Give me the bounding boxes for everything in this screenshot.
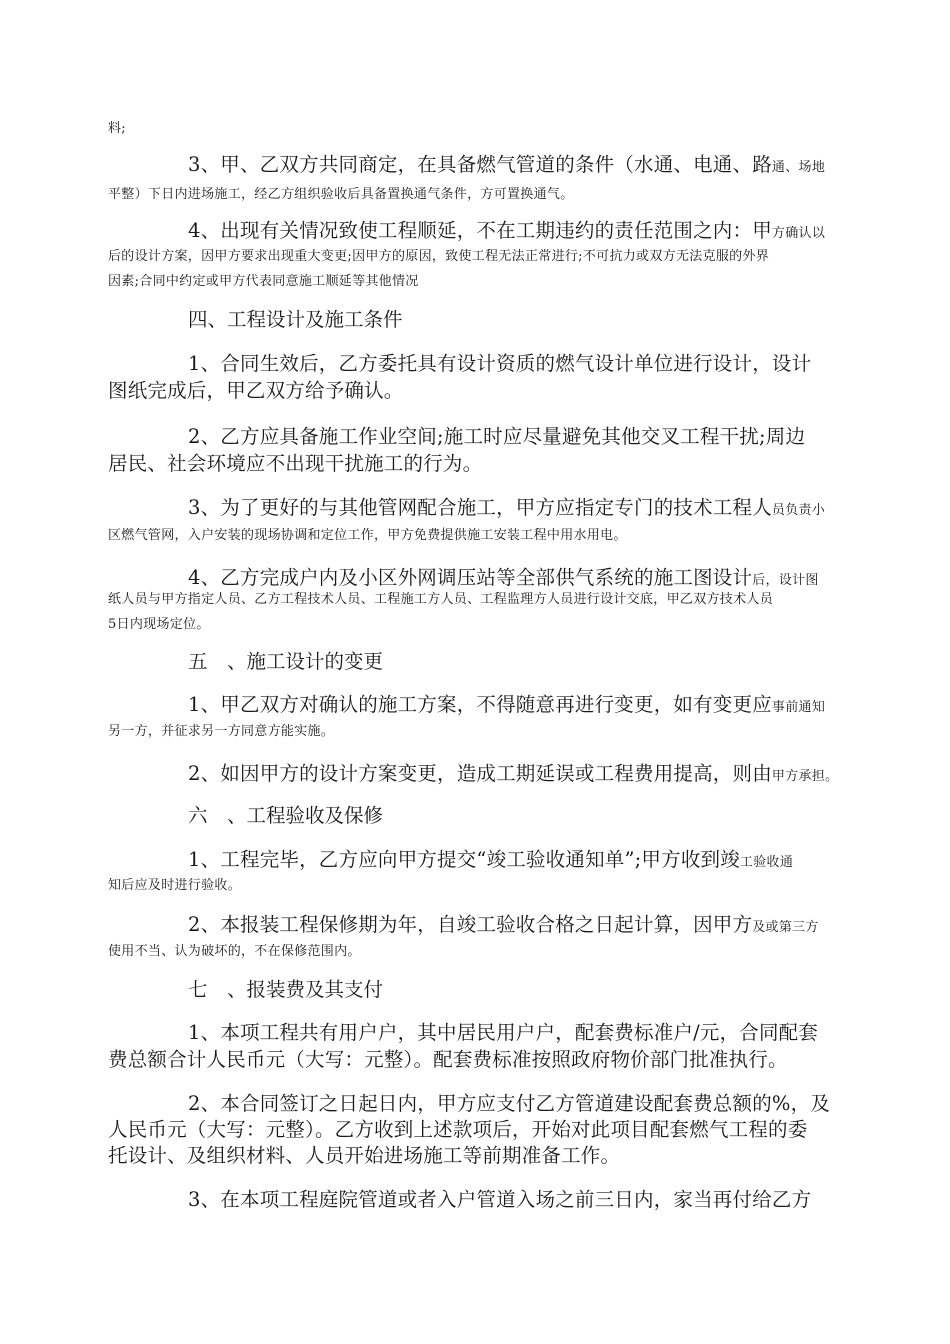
s6-clause-1-line-2 [108, 874, 853, 893]
clause-4-line-2 [108, 245, 853, 264]
heading-text: 四、工程设计及施工条件 [188, 308, 403, 331]
text-run: 后的设计方案，因甲方要求出现重大变更;因甲方的原因，致使工程无法正常进行;不可抗力或双方无法克服的外界 [108, 249, 770, 264]
s7-clause-1-line-2 [108, 1044, 853, 1072]
text-run: 料; [108, 121, 126, 136]
s4-clause-4-line-3 [108, 613, 853, 632]
heading-text: 五 、施工设计的变更 [188, 650, 384, 673]
text-run: 2、乙方应具备施工作业空间;施工时应尽量避免其他交叉工程干扰;周边 [188, 425, 806, 448]
section-heading-5 [108, 646, 933, 674]
clause-3-line-1 [108, 149, 933, 177]
text-run: 1、工程完毕，乙方应向甲方提交“竣工验收通知单”;甲方收到竣 [188, 848, 740, 871]
text-run-small: 甲方承担。 [771, 769, 839, 784]
text-run: 3、为了更好的与其他管网配合施工，甲方应指定专门的技术工程人 [188, 496, 772, 519]
s7-clause-2-line-2 [108, 1114, 853, 1142]
section-heading-4 [108, 304, 933, 332]
text-run-small: 工验收通 [739, 855, 794, 870]
heading-text: 七 、报装费及其支付 [188, 978, 384, 1001]
text-run: 2、本报装工程保修期为年，自竣工验收合格之日起计算，因甲方 [188, 913, 753, 936]
text-run: 2、本合同签订之日起日内，甲方应支付乙方管道建设配套费总额的%，及 [188, 1092, 831, 1115]
heading-text: 六 、工程验收及保修 [188, 804, 384, 827]
s7-clause-2-line-1 [108, 1088, 933, 1116]
s7-clause-3-line-1 [108, 1184, 933, 1212]
s4-clause-3-line-2 [108, 524, 853, 543]
s6-clause-1-line-1 [108, 844, 933, 872]
text-run: 知后应及时进行验收。 [108, 878, 242, 893]
section-heading-6 [108, 800, 933, 828]
text-run-small: 员负责小 [771, 503, 826, 518]
clause-4-line-1 [108, 215, 933, 243]
text-run-small: 方确认以 [771, 226, 826, 241]
s4-clause-2-line-1 [108, 421, 933, 449]
text-run: 1、本项工程共有用户户，其中居民用户户，配套费标准户/元，合同配套 [188, 1021, 819, 1044]
s7-clause-1-line-1 [108, 1017, 933, 1045]
text-run: 1、合同生效后，乙方委托具有设计资质的燃气设计单位进行设计，设计 [188, 352, 812, 375]
text-run: 纸人员与甲方指定人员、乙方工程技术人员、工程施工方人员、工程监理方人员进行设计交底，甲乙双方技术人员 [108, 592, 774, 607]
text-run: 使用不当、认为破坏的，不在保修范围内。 [108, 944, 361, 959]
clause-4-line-3 [108, 270, 853, 289]
s6-clause-2-line-2 [108, 940, 853, 959]
s4-clause-4-line-2 [108, 588, 853, 607]
s5-clause-1-line-2 [108, 720, 853, 739]
s4-clause-1-line-1 [108, 348, 933, 376]
s6-clause-2-line-1 [108, 909, 933, 937]
s4-clause-4-line-1 [108, 562, 933, 590]
s4-clause-3-line-1 [108, 492, 933, 520]
text-run: 区燃气管网，入户安装的现场协调和定位工作，甲方免费提供施工安装工程中用水用电。 [108, 528, 627, 543]
text-run: 人民币元（大写：元整）。乙方收到上述款项后，开始对此项目配套燃气工程的委 [108, 1118, 808, 1141]
s7-clause-2-line-3 [108, 1140, 853, 1168]
text-run: 图纸完成后，甲乙双方给予确认。 [108, 379, 404, 402]
text-run-small: 事前通知 [771, 700, 826, 715]
paragraph-line [108, 117, 853, 136]
text-run: 3、在本项工程庭院管道或者入户管道入场之前三日内，家当再付给乙方 [188, 1188, 812, 1211]
text-run: 4、乙方完成户内及小区外网调压站等全部供气系统的施工图设计 [188, 566, 753, 589]
text-run: 托设计、及组织材料、人员开始进场施工等前期准备工作。 [108, 1144, 621, 1167]
s4-clause-2-line-2 [108, 448, 853, 476]
text-run: 居民、社会环境应不出现干扰施工的行为。 [108, 452, 483, 475]
clause-3-line-2 [108, 183, 853, 202]
s4-clause-1-line-2 [108, 375, 853, 403]
text-run: 5日内现场定位。 [108, 617, 210, 632]
text-run: 另一方，并征求另一方同意方能实施。 [108, 724, 335, 739]
text-run: 3、甲、乙双方共同商定，在具备燃气管道的条件（水通、电通、路 [188, 153, 772, 176]
section-heading-7 [108, 974, 933, 1002]
text-run-small: 后，设计图 [752, 573, 819, 588]
text-run: 4、出现有关情况致使工程顺延，不在工期违约的责任范围之内：甲 [188, 219, 772, 242]
text-run-small: 及或第三方 [752, 920, 819, 935]
text-run: 1、甲乙双方对确认的施工方案，不得随意再进行变更，如有变更应 [188, 693, 772, 716]
text-run-small: 通、场地 [771, 160, 826, 175]
text-run: 费总额合计人民币元（大写：元整）。配套费标准按照政府物价部门批准执行。 [108, 1048, 788, 1071]
s5-clause-2-line-1 [108, 758, 933, 786]
text-run: 因素;合同中约定或甲方代表同意施工顺延等其他情况 [108, 274, 419, 289]
text-run: 平整）下日内进场施工，经乙方组织验收后具备置换通气条件，方可置换通气。 [108, 187, 574, 202]
s5-clause-1-line-1 [108, 689, 933, 717]
text-run: 2、如因甲方的设计方案变更，造成工期延误或工程费用提高，则由 [188, 762, 772, 785]
